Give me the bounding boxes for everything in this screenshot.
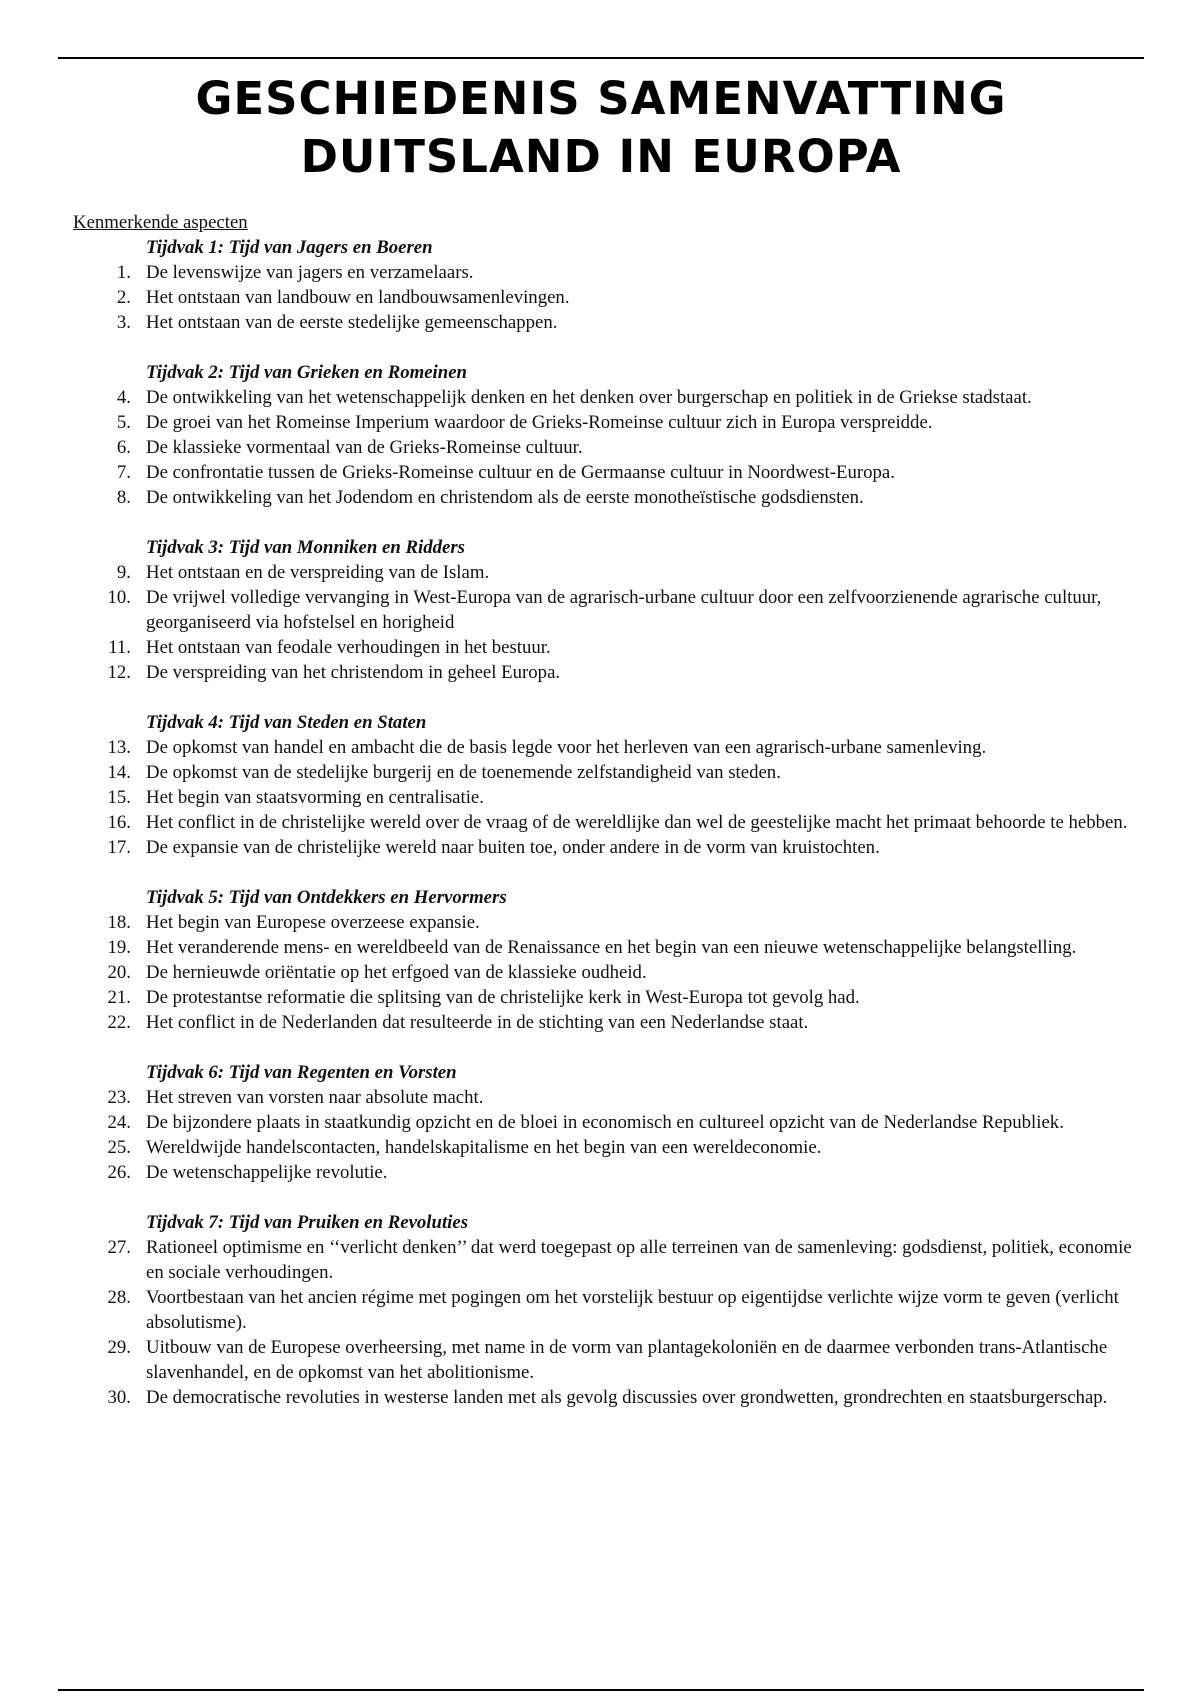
list-item	[73, 760, 1153, 785]
item-text: Voortbestaan van het ancien régime met pogingen om het vorstelijk bestuur op eigentijdse verlichte wijze vorm te geven (verlicht absolutisme).	[146, 1287, 1119, 1333]
list-item	[73, 410, 1153, 435]
item-number: 13.	[107, 737, 131, 758]
item-number: 6.	[116, 437, 131, 458]
item-number: 17.	[107, 837, 131, 858]
item-text: De opkomst van de stedelijke burgerij en de toenemende zelfstandigheid van steden.	[146, 762, 781, 783]
item-number: 9.	[116, 562, 131, 583]
item-text: Het conflict in de Nederlanden dat resulteerde in de stichting van een Nederlandse staat.	[146, 1012, 809, 1033]
item-text: De expansie van de christelijke wereld naar buiten toe, onder andere in de vorm van kruistochten.	[146, 837, 880, 858]
item-number: 20.	[107, 962, 131, 983]
bottom-rule	[58, 1689, 1144, 1691]
era-item-list	[73, 735, 1153, 860]
item-number: 12.	[107, 662, 131, 683]
item-text: Het ontstaan en de verspreiding van de Islam.	[146, 562, 490, 583]
item-text: De democratische revoluties in westerse landen met als gevolg discussies over grondwetten, grondrechten en staatsburgerschap.	[146, 1387, 1108, 1408]
item-number: 23.	[107, 1087, 131, 1108]
list-item	[73, 385, 1153, 410]
list-item	[73, 1085, 1153, 1110]
item-number: 27.	[107, 1237, 131, 1258]
item-text: Het ontstaan van de eerste stedelijke gemeenschappen.	[146, 312, 558, 333]
item-number: 2.	[116, 287, 131, 308]
era-heading: Tijdvak 7: Tijd van Pruiken en Revoluties	[146, 1212, 469, 1233]
era-item-list	[73, 1235, 1153, 1410]
list-item	[73, 485, 1153, 510]
title-line-2: DUITSLAND IN EUROPA	[300, 130, 902, 183]
item-number: 7.	[116, 462, 131, 483]
item-text: Het ontstaan van feodale verhoudingen in het bestuur.	[146, 637, 551, 658]
item-text: Rationeel optimisme en ‘‘verlicht denken’’ dat werd toegepast op alle terreinen van de samenleving: godsdienst, politiek, economie en sociale verhoudingen.	[146, 1237, 1132, 1283]
era-heading: Tijdvak 1: Tijd van Jagers en Boeren	[146, 237, 433, 258]
page-title	[58, 70, 1144, 186]
item-text: De verspreiding van het christendom in geheel Europa.	[146, 662, 561, 683]
list-item	[73, 310, 1153, 335]
item-number: 24.	[107, 1112, 131, 1133]
item-text: De ontwikkeling van het Jodendom en christendom als de eerste monotheïstische godsdiensten.	[146, 487, 864, 508]
item-text: De ontwikkeling van het wetenschappelijk denken en het denken over burgerschap en politiek in de Griekse stadstaat.	[146, 387, 1032, 408]
era-item-list	[73, 260, 1153, 335]
item-number: 16.	[107, 812, 131, 833]
item-text: Het ontstaan van landbouw en landbouwsamenlevingen.	[146, 287, 570, 308]
item-text: Uitbouw van de Europese overheersing, met name in de vorm van plantagekoloniën en de daarmee verbonden trans-Atlantische slavenhandel, en de opkomst van het abolitionisme.	[146, 1337, 1108, 1383]
item-number: 28.	[107, 1287, 131, 1308]
list-item	[73, 460, 1153, 485]
list-item	[73, 635, 1153, 660]
item-number: 3.	[116, 312, 131, 333]
era-item-list	[73, 1085, 1153, 1185]
era-item-list	[73, 560, 1153, 685]
item-text: De levenswijze van jagers en verzamelaars.	[146, 262, 474, 283]
item-text: De vrijwel volledige vervanging in West-Europa van de agrarisch-urbane cultuur door een zelfvoorzienende agrarische cultuur, georganiseerd via hofstelsel en horigheid	[146, 587, 1102, 633]
item-number: 18.	[107, 912, 131, 933]
item-number: 21.	[107, 987, 131, 1008]
item-text: Het begin van Europese overzeese expansie.	[146, 912, 480, 933]
item-text: De wetenschappelijke revolutie.	[146, 1162, 388, 1183]
item-number: 11.	[108, 637, 131, 658]
item-number: 30.	[107, 1387, 131, 1408]
list-item	[73, 560, 1153, 585]
list-item	[73, 435, 1153, 460]
item-number: 1.	[116, 262, 131, 283]
list-item	[73, 660, 1153, 685]
item-number: 14.	[107, 762, 131, 783]
top-rule	[58, 57, 1144, 59]
eras-container	[73, 235, 1153, 1410]
item-number: 29.	[107, 1337, 131, 1358]
list-item	[73, 1160, 1153, 1185]
era-heading: Tijdvak 2: Tijd van Grieken en Romeinen	[146, 362, 467, 383]
item-text: Het begin van staatsvorming en centralisatie.	[146, 787, 484, 808]
list-item	[73, 810, 1153, 835]
era-heading: Tijdvak 6: Tijd van Regenten en Vorsten	[146, 1062, 457, 1083]
item-number: 4.	[116, 387, 131, 408]
title-line-1: GESCHIEDENIS SAMENVATTING	[195, 72, 1007, 125]
era-section	[73, 235, 1153, 335]
era-section	[73, 535, 1153, 685]
item-text: De groei van het Romeinse Imperium waardoor de Grieks-Romeinse cultuur zich in Europa verspreidde.	[146, 412, 933, 433]
list-item	[73, 985, 1153, 1010]
list-item	[73, 935, 1153, 960]
era-heading: Tijdvak 4: Tijd van Steden en Staten	[146, 712, 427, 733]
list-item	[73, 260, 1153, 285]
item-text: De confrontatie tussen de Grieks-Romeinse cultuur en de Germaanse cultuur in Noordwest-Europa.	[146, 462, 895, 483]
list-item	[73, 285, 1153, 310]
item-number: 22.	[107, 1012, 131, 1033]
section-label: Kenmerkende aspecten	[73, 212, 248, 233]
list-item	[73, 1285, 1153, 1335]
era-section	[73, 710, 1153, 860]
list-item	[73, 835, 1153, 860]
era-section	[73, 1060, 1153, 1185]
item-text: De protestantse reformatie die splitsing van de christelijke kerk in West-Europa tot gevolg had.	[146, 987, 860, 1008]
item-number: 15.	[107, 787, 131, 808]
list-item	[73, 1335, 1153, 1385]
item-number: 25.	[107, 1137, 131, 1158]
era-section	[73, 885, 1153, 1035]
item-number: 19.	[107, 937, 131, 958]
list-item	[73, 1135, 1153, 1160]
list-item	[73, 785, 1153, 810]
item-text: De hernieuwde oriëntatie op het erfgoed van de klassieke oudheid.	[146, 962, 647, 983]
list-item	[73, 910, 1153, 935]
era-item-list	[73, 910, 1153, 1035]
item-number: 10.	[107, 587, 131, 608]
list-item	[73, 1010, 1153, 1035]
item-text: Het veranderende mens- en wereldbeeld van de Renaissance en het begin van een nieuwe wetenschappelijke belangstelling.	[146, 937, 1077, 958]
era-section	[73, 1210, 1153, 1410]
list-item	[73, 960, 1153, 985]
item-number: 26.	[107, 1162, 131, 1183]
list-item	[73, 1110, 1153, 1135]
era-section	[73, 360, 1153, 510]
item-text: De opkomst van handel en ambacht die de basis legde voor het herleven van een agrarisch-urbane samenleving.	[146, 737, 987, 758]
document-body	[73, 210, 1153, 1435]
item-text: Het streven van vorsten naar absolute macht.	[146, 1087, 484, 1108]
list-item	[73, 1235, 1153, 1285]
list-item	[73, 735, 1153, 760]
item-number: 8.	[116, 487, 131, 508]
item-text: De bijzondere plaats in staatkundig opzicht en de bloei in economisch en cultureel opzicht van de Nederlandse Republiek.	[146, 1112, 1064, 1133]
era-heading: Tijdvak 5: Tijd van Ontdekkers en Hervormers	[146, 887, 507, 908]
era-item-list	[73, 385, 1153, 510]
item-text: Wereldwijde handelscontacten, handelskapitalisme en het begin van een wereldeconomie.	[146, 1137, 822, 1158]
item-text: De klassieke vormentaal van de Grieks-Romeinse cultuur.	[146, 437, 583, 458]
item-number: 5.	[116, 412, 131, 433]
list-item	[73, 585, 1153, 635]
item-text: Het conflict in de christelijke wereld over de vraag of de wereldlijke dan wel de geestelijke macht het primaat behoorde te hebben.	[146, 812, 1128, 833]
list-item	[73, 1385, 1153, 1410]
era-heading: Tijdvak 3: Tijd van Monniken en Ridders	[146, 537, 465, 558]
